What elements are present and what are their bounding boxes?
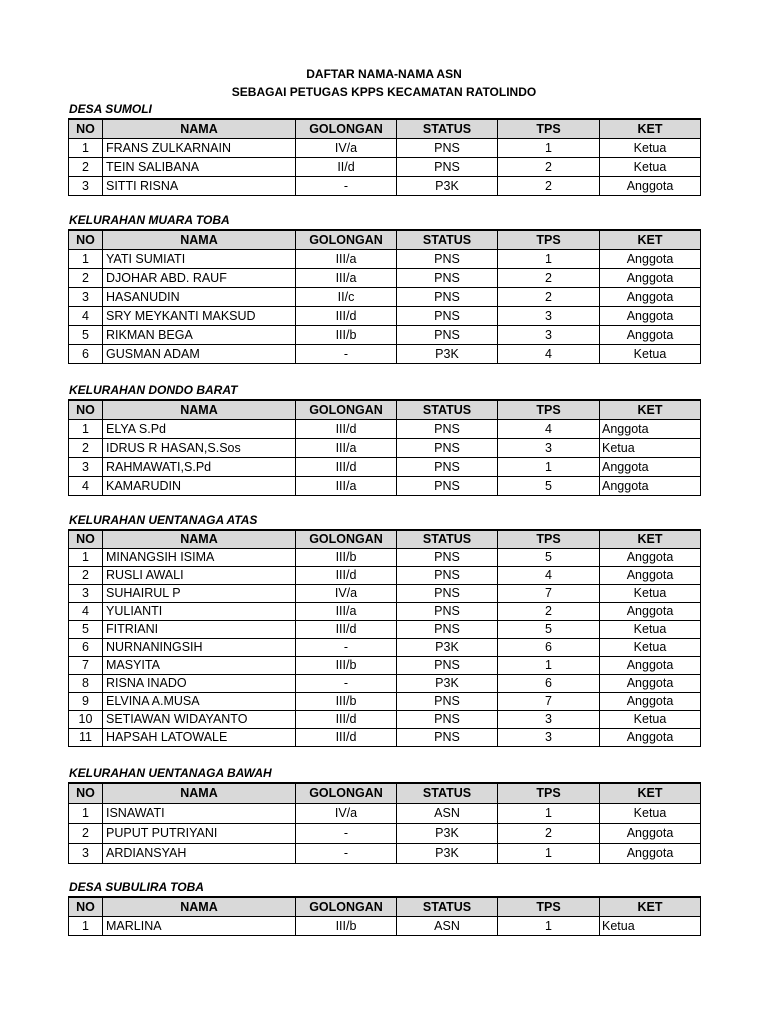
cell-golongan: III/d xyxy=(296,620,397,638)
cell-status: PNS xyxy=(397,566,498,584)
cell-ket: Anggota xyxy=(600,548,701,566)
cell-tps: 4 xyxy=(498,566,600,584)
cell-ket: Anggota xyxy=(600,249,701,268)
table-row xyxy=(69,584,701,602)
cell-tps: 5 xyxy=(498,548,600,566)
kpps-table xyxy=(68,896,701,936)
kpps-table xyxy=(68,229,701,364)
cell-status: PNS xyxy=(397,728,498,746)
cell-ket: Anggota xyxy=(600,476,701,495)
section-title: DESA SUMOLI xyxy=(69,102,152,116)
kpps-table xyxy=(68,399,701,496)
cell-status: PNS xyxy=(397,419,498,438)
cell-nama: SRY MEYKANTI MAKSUD xyxy=(103,306,296,325)
cell-nama: MASYITA xyxy=(103,656,296,674)
cell-tps: 3 xyxy=(498,306,600,325)
cell-nama: RISNA INADO xyxy=(103,674,296,692)
cell-golongan: III/d xyxy=(296,728,397,746)
cell-nama: SETIAWAN WIDAYANTO xyxy=(103,710,296,728)
cell-tps: 2 xyxy=(498,157,600,176)
section-title: DESA SUBULIRA TOBA xyxy=(69,880,204,894)
cell-golongan: - xyxy=(296,823,397,843)
cell-golongan: III/d xyxy=(296,419,397,438)
cell-status: PNS xyxy=(397,268,498,287)
cell-status: PNS xyxy=(397,476,498,495)
column-header-tps: TPS xyxy=(498,400,600,419)
cell-nama: DJOHAR ABD. RAUF xyxy=(103,268,296,287)
table-header-row xyxy=(69,783,701,803)
cell-golongan: - xyxy=(296,843,397,863)
cell-golongan: IV/a xyxy=(296,138,397,157)
cell-nama: ELYA S.Pd xyxy=(103,419,296,438)
kpps-table xyxy=(68,782,701,864)
cell-golongan: III/a xyxy=(296,249,397,268)
cell-no: 2 xyxy=(69,566,103,584)
cell-nama: KAMARUDIN xyxy=(103,476,296,495)
cell-status: PNS xyxy=(397,548,498,566)
cell-no: 1 xyxy=(69,138,103,157)
cell-tps: 3 xyxy=(498,710,600,728)
cell-golongan: III/b xyxy=(296,656,397,674)
table-row xyxy=(69,602,701,620)
cell-ket: Anggota xyxy=(600,674,701,692)
cell-no: 3 xyxy=(69,457,103,476)
cell-tps: 3 xyxy=(498,325,600,344)
column-header-ket: KET xyxy=(600,530,701,548)
table-row xyxy=(69,674,701,692)
cell-tps: 1 xyxy=(498,249,600,268)
column-header-tps: TPS xyxy=(498,783,600,803)
cell-tps: 6 xyxy=(498,674,600,692)
cell-ket: Anggota xyxy=(600,457,701,476)
cell-nama: FITRIANI xyxy=(103,620,296,638)
cell-status: PNS xyxy=(397,620,498,638)
cell-golongan: - xyxy=(296,638,397,656)
cell-tps: 6 xyxy=(498,638,600,656)
section-3 xyxy=(68,383,700,496)
cell-tps: 2 xyxy=(498,176,600,195)
cell-tps: 2 xyxy=(498,287,600,306)
cell-no: 1 xyxy=(69,803,103,823)
cell-ket: Anggota xyxy=(600,566,701,584)
cell-no: 3 xyxy=(69,287,103,306)
table-row xyxy=(69,438,701,457)
cell-golongan: III/a xyxy=(296,602,397,620)
table-row xyxy=(69,692,701,710)
cell-status: PNS xyxy=(397,157,498,176)
column-header-tps: TPS xyxy=(498,897,600,916)
cell-nama: RUSLI AWALI xyxy=(103,566,296,584)
cell-tps: 5 xyxy=(498,476,600,495)
table-row xyxy=(69,823,701,843)
cell-tps: 1 xyxy=(498,138,600,157)
table-row xyxy=(69,476,701,495)
cell-tps: 1 xyxy=(498,656,600,674)
cell-nama: MARLINA xyxy=(103,916,296,935)
column-header-ket: KET xyxy=(600,119,701,138)
cell-golongan: - xyxy=(296,344,397,363)
column-header-status: STATUS xyxy=(397,119,498,138)
cell-ket: Anggota xyxy=(600,419,701,438)
cell-tps: 2 xyxy=(498,602,600,620)
kpps-table xyxy=(68,529,701,747)
cell-ket: Ketua xyxy=(600,620,701,638)
column-header-no: NO xyxy=(69,530,103,548)
column-header-nama: NAMA xyxy=(103,400,296,419)
cell-nama: RAHMAWATI,S.Pd xyxy=(103,457,296,476)
cell-ket: Ketua xyxy=(600,638,701,656)
cell-golongan: III/a xyxy=(296,438,397,457)
cell-ket: Anggota xyxy=(600,728,701,746)
cell-status: PNS xyxy=(397,584,498,602)
table-row xyxy=(69,656,701,674)
cell-no: 4 xyxy=(69,602,103,620)
kpps-table xyxy=(68,118,701,196)
section-1 xyxy=(68,102,700,196)
column-header-tps: TPS xyxy=(498,230,600,249)
cell-tps: 1 xyxy=(498,843,600,863)
cell-no: 1 xyxy=(69,916,103,935)
column-header-nama: NAMA xyxy=(103,897,296,916)
column-header-no: NO xyxy=(69,400,103,419)
table-header-row xyxy=(69,230,701,249)
section-title: KELURAHAN MUARA TOBA xyxy=(69,213,230,227)
table-row xyxy=(69,176,701,195)
cell-golongan: III/a xyxy=(296,476,397,495)
cell-nama: NURNANINGSIH xyxy=(103,638,296,656)
cell-nama: MINANGSIH ISIMA xyxy=(103,548,296,566)
cell-no: 6 xyxy=(69,638,103,656)
cell-golongan: III/a xyxy=(296,268,397,287)
cell-golongan: III/b xyxy=(296,692,397,710)
section-title: KELURAHAN UENTANAGA BAWAH xyxy=(69,766,272,780)
document-title: DAFTAR NAMA-NAMA ASN xyxy=(306,67,462,81)
table-row xyxy=(69,620,701,638)
cell-nama: RIKMAN BEGA xyxy=(103,325,296,344)
cell-no: 1 xyxy=(69,548,103,566)
table-row xyxy=(69,249,701,268)
cell-status: ASN xyxy=(397,803,498,823)
cell-ket: Anggota xyxy=(600,176,701,195)
cell-golongan: III/b xyxy=(296,325,397,344)
cell-no: 2 xyxy=(69,157,103,176)
cell-no: 11 xyxy=(69,728,103,746)
cell-nama: HASANUDIN xyxy=(103,287,296,306)
table-row xyxy=(69,566,701,584)
column-header-no: NO xyxy=(69,783,103,803)
section-6 xyxy=(68,880,700,936)
cell-status: PNS xyxy=(397,710,498,728)
cell-golongan: IV/a xyxy=(296,584,397,602)
cell-nama: FRANS ZULKARNAIN xyxy=(103,138,296,157)
column-header-golongan: GOLONGAN xyxy=(296,400,397,419)
cell-nama: ISNAWATI xyxy=(103,803,296,823)
cell-tps: 1 xyxy=(498,803,600,823)
column-header-ket: KET xyxy=(600,783,701,803)
cell-nama: YATI SUMIATI xyxy=(103,249,296,268)
table-row xyxy=(69,268,701,287)
cell-ket: Ketua xyxy=(600,916,701,935)
column-header-no: NO xyxy=(69,897,103,916)
cell-status: PNS xyxy=(397,438,498,457)
cell-ket: Anggota xyxy=(600,656,701,674)
table-header-row xyxy=(69,119,701,138)
cell-no: 2 xyxy=(69,268,103,287)
cell-no: 7 xyxy=(69,656,103,674)
cell-golongan: II/d xyxy=(296,157,397,176)
cell-status: P3K xyxy=(397,823,498,843)
table-row xyxy=(69,457,701,476)
table-row xyxy=(69,138,701,157)
cell-status: ASN xyxy=(397,916,498,935)
cell-no: 4 xyxy=(69,476,103,495)
table-row xyxy=(69,419,701,438)
cell-ket: Anggota xyxy=(600,325,701,344)
column-header-no: NO xyxy=(69,230,103,249)
column-header-nama: NAMA xyxy=(103,119,296,138)
cell-status: PNS xyxy=(397,306,498,325)
column-header-status: STATUS xyxy=(397,783,498,803)
column-header-nama: NAMA xyxy=(103,783,296,803)
column-header-nama: NAMA xyxy=(103,230,296,249)
cell-tps: 5 xyxy=(498,620,600,638)
section-4 xyxy=(68,513,700,747)
cell-ket: Ketua xyxy=(600,584,701,602)
cell-ket: Anggota xyxy=(600,823,701,843)
cell-nama: TEIN SALIBANA xyxy=(103,157,296,176)
cell-tps: 2 xyxy=(498,823,600,843)
table-row xyxy=(69,344,701,363)
cell-no: 10 xyxy=(69,710,103,728)
column-header-status: STATUS xyxy=(397,897,498,916)
table-header-row xyxy=(69,400,701,419)
cell-no: 2 xyxy=(69,438,103,457)
cell-tps: 4 xyxy=(498,344,600,363)
cell-status: PNS xyxy=(397,249,498,268)
cell-golongan: III/d xyxy=(296,306,397,325)
table-row xyxy=(69,638,701,656)
cell-ket: Anggota xyxy=(600,843,701,863)
section-title: KELURAHAN UENTANAGA ATAS xyxy=(69,513,258,527)
cell-no: 5 xyxy=(69,620,103,638)
cell-status: PNS xyxy=(397,287,498,306)
cell-tps: 3 xyxy=(498,438,600,457)
table-header-row xyxy=(69,530,701,548)
table-row xyxy=(69,548,701,566)
cell-nama: ELVINA A.MUSA xyxy=(103,692,296,710)
column-header-tps: TPS xyxy=(498,119,600,138)
column-header-status: STATUS xyxy=(397,400,498,419)
cell-tps: 1 xyxy=(498,916,600,935)
cell-status: PNS xyxy=(397,138,498,157)
cell-nama: YULIANTI xyxy=(103,602,296,620)
column-header-golongan: GOLONGAN xyxy=(296,783,397,803)
cell-ket: Ketua xyxy=(600,710,701,728)
cell-no: 2 xyxy=(69,823,103,843)
cell-golongan: IV/a xyxy=(296,803,397,823)
cell-golongan: - xyxy=(296,674,397,692)
cell-ket: Ketua xyxy=(600,803,701,823)
cell-status: P3K xyxy=(397,344,498,363)
table-header-row xyxy=(69,897,701,916)
cell-status: PNS xyxy=(397,656,498,674)
cell-golongan: - xyxy=(296,176,397,195)
section-5 xyxy=(68,766,700,864)
cell-tps: 3 xyxy=(498,728,600,746)
cell-no: 3 xyxy=(69,176,103,195)
cell-ket: Ketua xyxy=(600,138,701,157)
cell-no: 4 xyxy=(69,306,103,325)
table-row xyxy=(69,843,701,863)
cell-status: P3K xyxy=(397,176,498,195)
cell-status: PNS xyxy=(397,602,498,620)
cell-ket: Ketua xyxy=(600,438,701,457)
document-subtitle: SEBAGAI PETUGAS KPPS KECAMATAN RATOLINDO xyxy=(231,85,537,99)
cell-golongan: III/d xyxy=(296,566,397,584)
table-row xyxy=(69,728,701,746)
table-row xyxy=(69,325,701,344)
cell-status: PNS xyxy=(397,325,498,344)
cell-nama: GUSMAN ADAM xyxy=(103,344,296,363)
cell-golongan: II/c xyxy=(296,287,397,306)
cell-nama: ARDIANSYAH xyxy=(103,843,296,863)
cell-golongan: III/b xyxy=(296,916,397,935)
column-header-nama: NAMA xyxy=(103,530,296,548)
cell-ket: Anggota xyxy=(600,306,701,325)
column-header-ket: KET xyxy=(600,897,701,916)
cell-no: 6 xyxy=(69,344,103,363)
cell-ket: Anggota xyxy=(600,602,701,620)
column-header-golongan: GOLONGAN xyxy=(296,230,397,249)
cell-nama: HAPSAH LATOWALE xyxy=(103,728,296,746)
cell-nama: SUHAIRUL P xyxy=(103,584,296,602)
table-row xyxy=(69,803,701,823)
cell-ket: Anggota xyxy=(600,287,701,306)
cell-tps: 7 xyxy=(498,584,600,602)
cell-tps: 7 xyxy=(498,692,600,710)
cell-ket: Ketua xyxy=(600,157,701,176)
section-2 xyxy=(68,213,700,364)
cell-ket: Ketua xyxy=(600,344,701,363)
column-header-tps: TPS xyxy=(498,530,600,548)
cell-ket: Anggota xyxy=(600,268,701,287)
table-row xyxy=(69,916,701,935)
cell-status: PNS xyxy=(397,692,498,710)
cell-no: 9 xyxy=(69,692,103,710)
cell-tps: 2 xyxy=(498,268,600,287)
cell-no: 1 xyxy=(69,249,103,268)
cell-no: 5 xyxy=(69,325,103,344)
column-header-no: NO xyxy=(69,119,103,138)
cell-nama: IDRUS R HASAN,S.Sos xyxy=(103,438,296,457)
table-row xyxy=(69,710,701,728)
cell-no: 8 xyxy=(69,674,103,692)
cell-tps: 4 xyxy=(498,419,600,438)
table-row xyxy=(69,306,701,325)
column-header-ket: KET xyxy=(600,400,701,419)
cell-no: 3 xyxy=(69,843,103,863)
cell-tps: 1 xyxy=(498,457,600,476)
cell-status: P3K xyxy=(397,674,498,692)
table-row xyxy=(69,287,701,306)
cell-status: P3K xyxy=(397,843,498,863)
column-header-status: STATUS xyxy=(397,530,498,548)
column-header-ket: KET xyxy=(600,230,701,249)
column-header-golongan: GOLONGAN xyxy=(296,530,397,548)
cell-status: PNS xyxy=(397,457,498,476)
cell-golongan: III/d xyxy=(296,710,397,728)
cell-nama: SITTI RISNA xyxy=(103,176,296,195)
cell-nama: PUPUT PUTRIYANI xyxy=(103,823,296,843)
column-header-golongan: GOLONGAN xyxy=(296,897,397,916)
cell-no: 3 xyxy=(69,584,103,602)
cell-golongan: III/b xyxy=(296,548,397,566)
table-row xyxy=(69,157,701,176)
column-header-golongan: GOLONGAN xyxy=(296,119,397,138)
cell-status: P3K xyxy=(397,638,498,656)
column-header-status: STATUS xyxy=(397,230,498,249)
cell-no: 1 xyxy=(69,419,103,438)
section-title: KELURAHAN DONDO BARAT xyxy=(69,383,238,397)
cell-golongan: III/d xyxy=(296,457,397,476)
cell-ket: Anggota xyxy=(600,692,701,710)
